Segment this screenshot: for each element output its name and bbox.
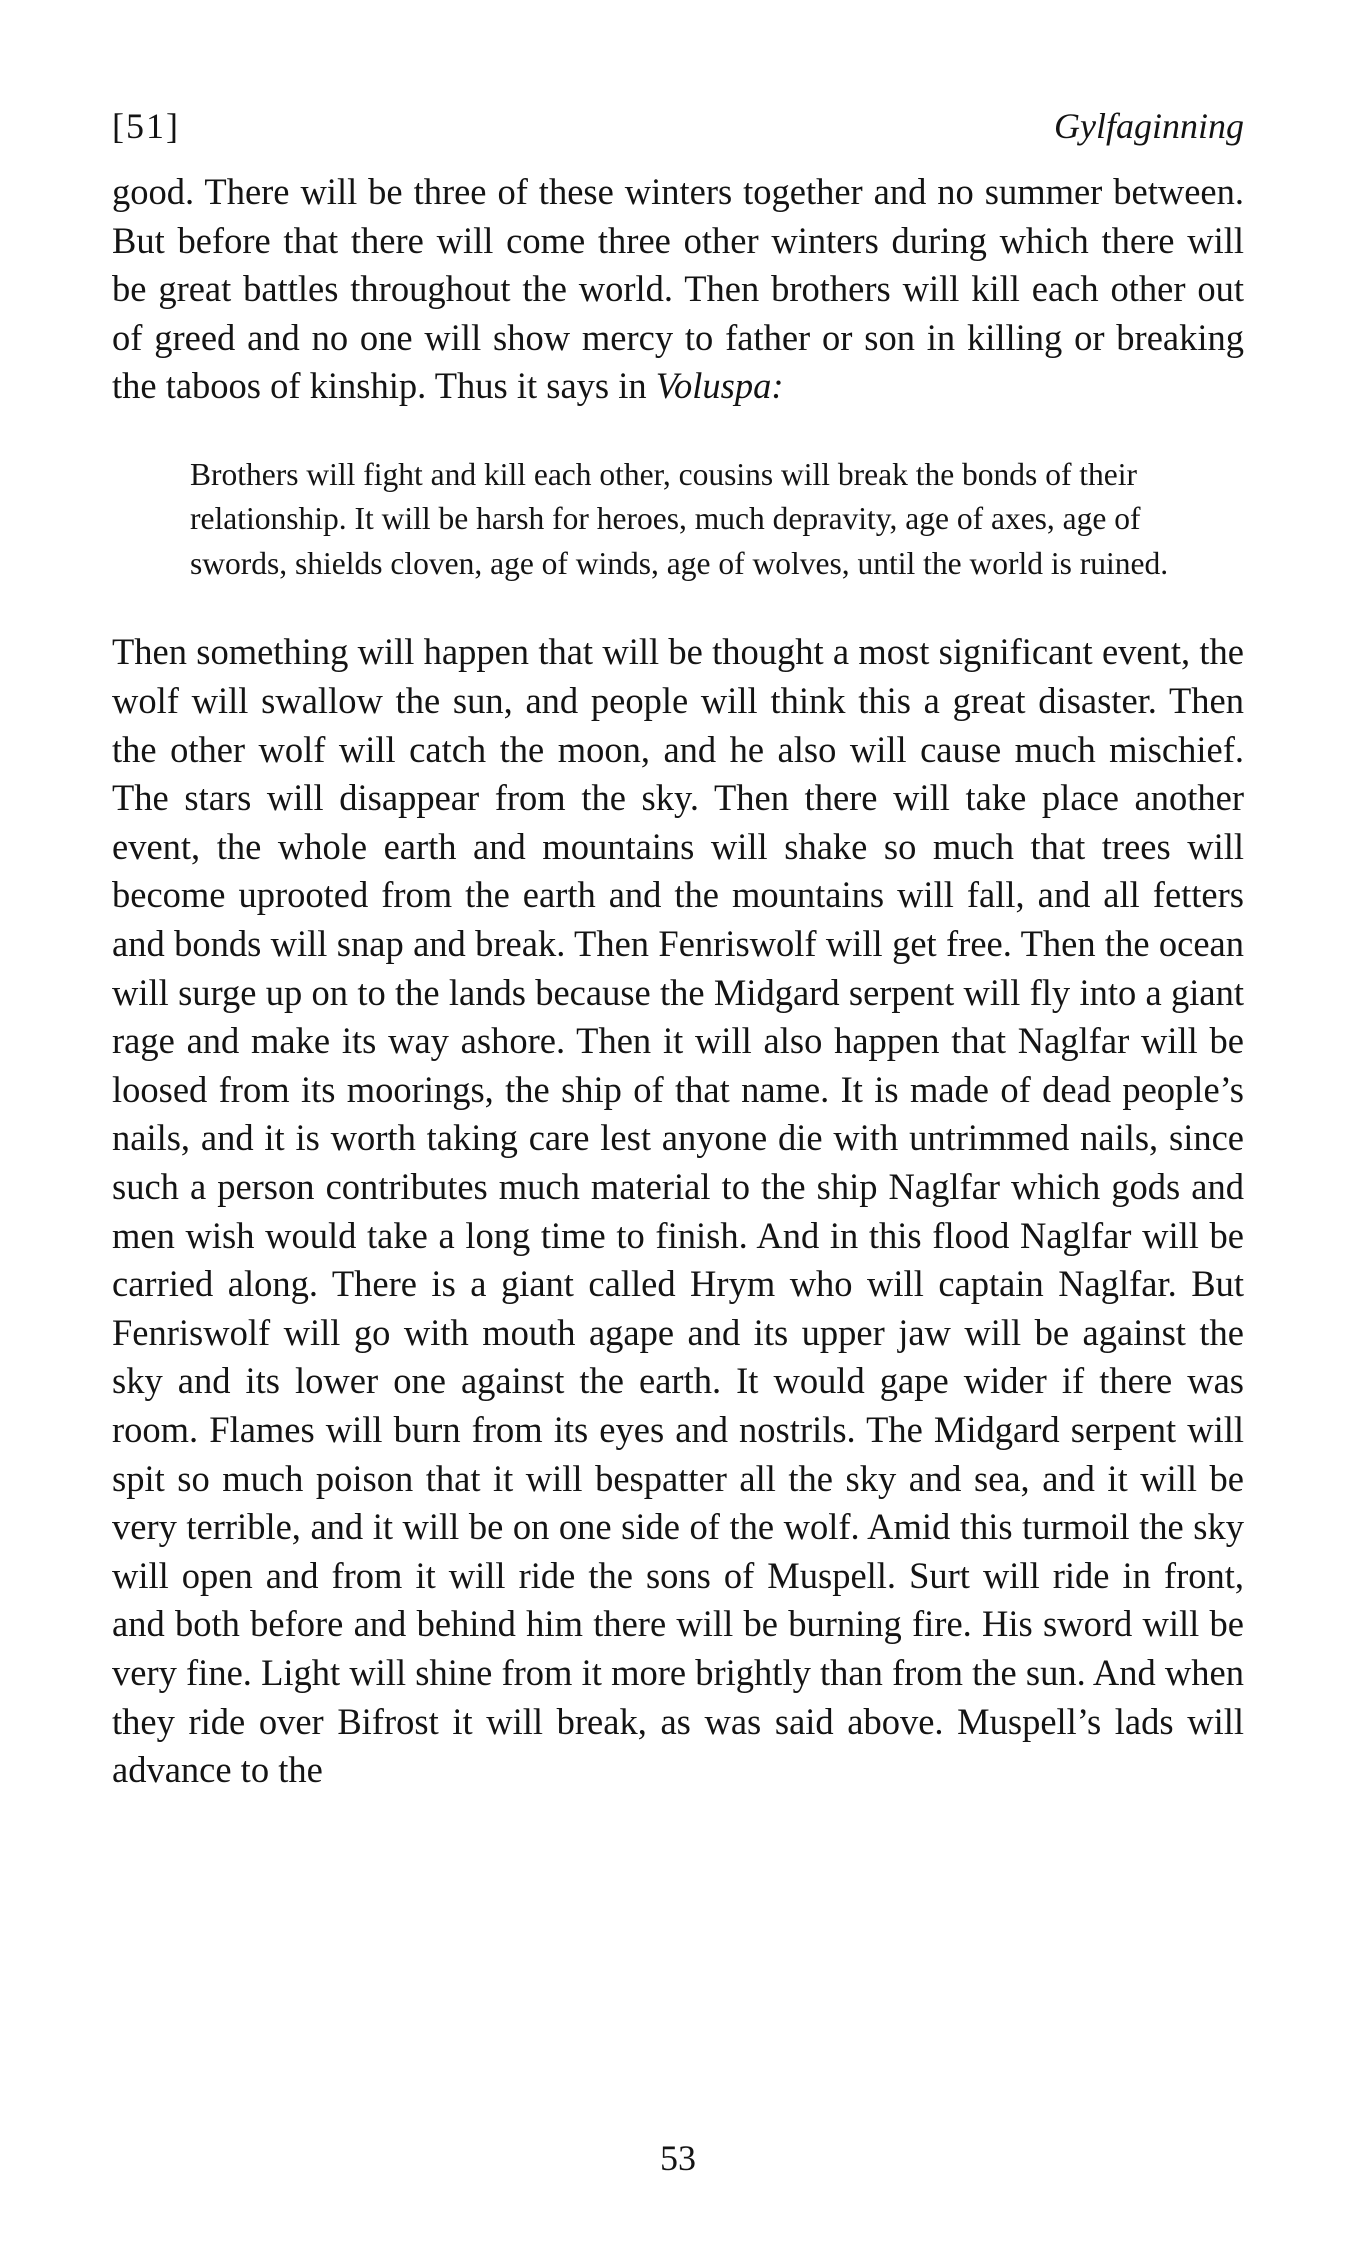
paragraph-1-text: good. There will be three of these winters together and no summer between. But before that there will come three other winters during which there will be great battles throughout the world. Then brothers will kill each other out of greed and no one will show mercy to father or son in killing or breaking the taboos of kinship. Thus it says in bbox=[112, 171, 1244, 407]
block-quotation: Brothers will fight and kill each other, cousins will break the bonds of their relationship. It will be harsh for heroes, much depravity, age of axes, age of swords, shields cloven, age of winds, age of wolves, until the world is ruined. bbox=[190, 456, 1169, 581]
running-head bbox=[112, 96, 1244, 156]
body-paragraph-2: Then something will happen that will be thought a most significant event, the wolf will swallow the sun, and people will think this a great disaster. Then the other wolf will catch the moon, and he also will cause much mischief. The stars will disappear from the sky. Then there will take place another event, the whole earth and mountains will shake so much that trees will become uprooted from the earth and the mountains will fall, and all fetters and bonds will snap and break. Then Fenriswolf will get free. Then the ocean will surge up on to the lands because the Midgard serpent will fly into a giant rage and make its way ashore. Then it will also happen that Naglfar will be loosed from its moorings, the ship of that name. It is made of dead people’s nails, and it is worth taking care lest anyone die with untrimmed nails, since such a person contributes much material to the ship Naglfar which gods and men wish would take a long time to finish. And in this flood Naglfar will be carried along. There is a giant called Hrym who will captain Naglfar. But Fenriswolf will go with mouth agape and its upper jaw will be against the sky and its lower one against the earth. It would gape wider if there was room. Flames will burn from its eyes and nostrils. The Midgard serpent will spit so much poison that it will bespatter all the sky and sea, and it will be very terrible, and it will be on one side of the wolf. Amid this turmoil the sky will open and from it will ride the sons of Muspell. Surt will ride in front, and both before and behind him there will be burning fire. His sword will be very fine. Light will shine from it more brightly than from the sun. And when they ride over Bifrost it will break, as was said above. Muspell’s lads will advance to the bbox=[112, 631, 1244, 1791]
page-number: 53 bbox=[660, 2138, 696, 2178]
running-title: Gylfaginning bbox=[1054, 106, 1244, 146]
section-number: [51] bbox=[112, 106, 180, 146]
cited-work-title: Voluspa: bbox=[655, 365, 784, 407]
book-page bbox=[112, 96, 1244, 2196]
body-paragraph-1 bbox=[112, 168, 1244, 411]
